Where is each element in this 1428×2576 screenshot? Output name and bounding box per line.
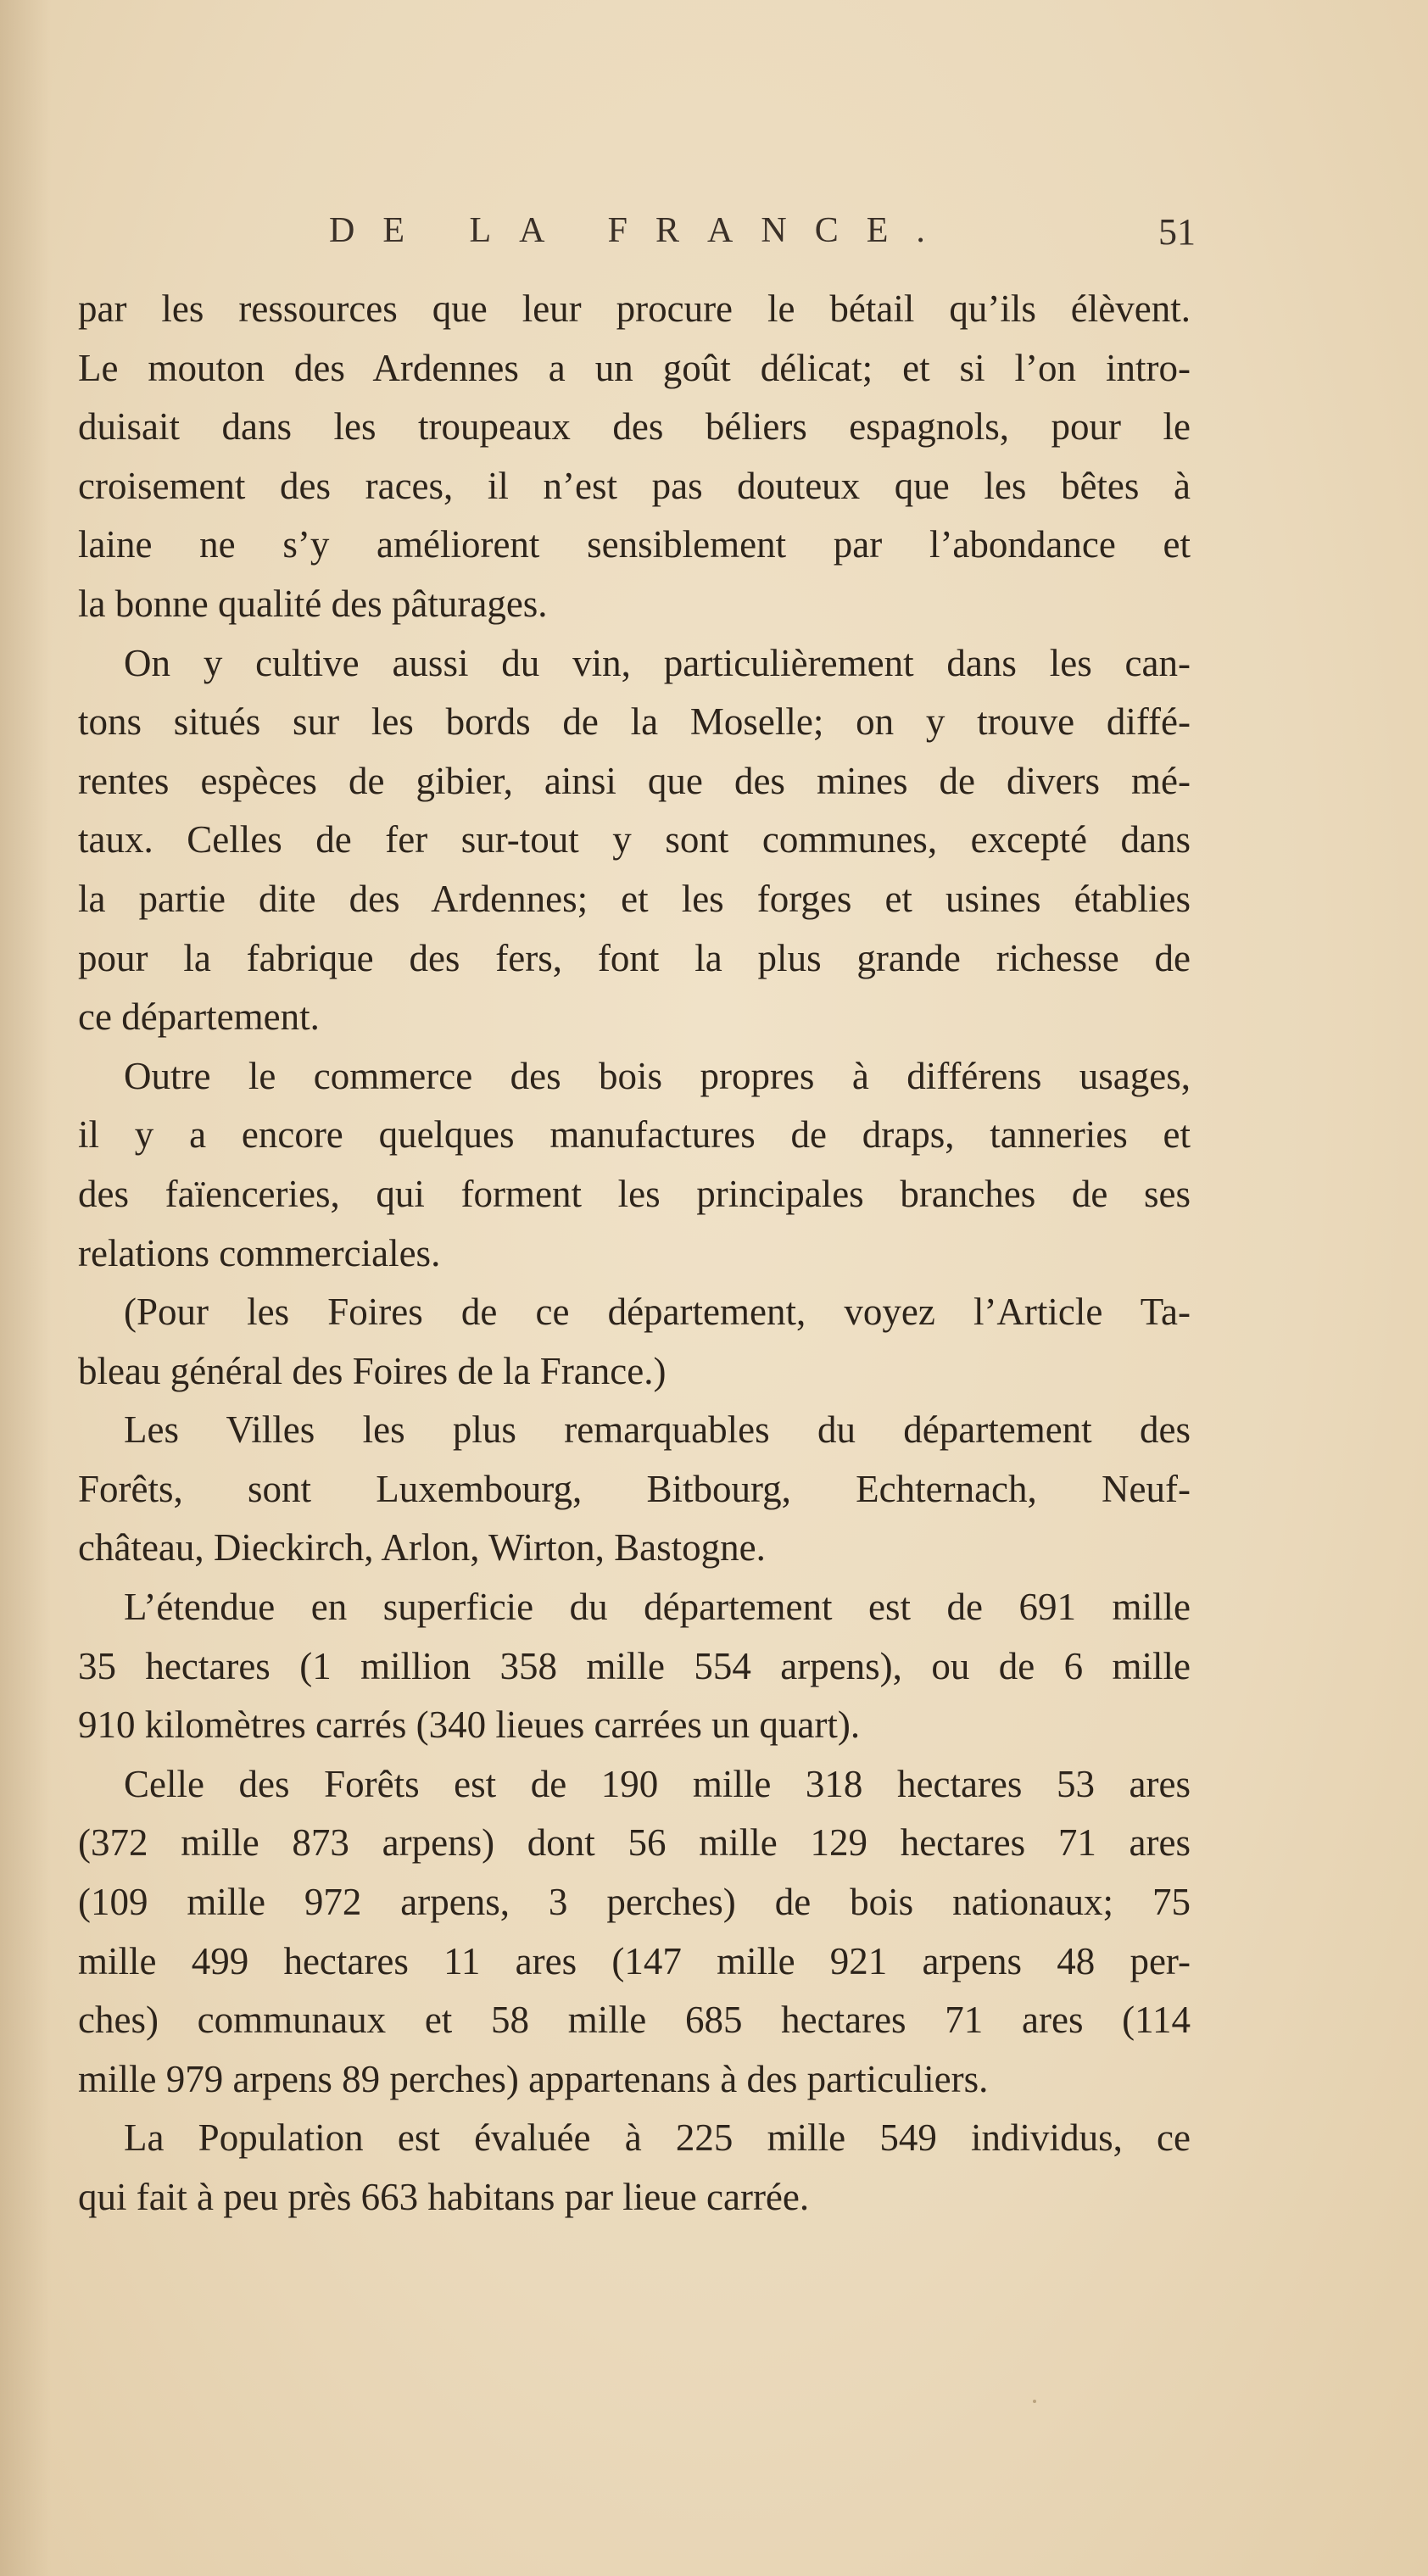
- text-line: par les ressources que leur procure le bétail qu’ils élèvent.: [78, 287, 1191, 330]
- text-line: L’étendue en superficie du département est de 691 mille: [124, 1586, 1191, 1629]
- paragraph: [78, 1283, 1191, 1401]
- text-line: duisait dans les troupeaux des béliers espagnols, pour le: [78, 405, 1191, 449]
- text-line: Les Villes les plus remarquables du département des: [124, 1408, 1191, 1452]
- text-line: 910 kilomètres carrés (340 lieues carrées un quart).: [78, 1703, 861, 1747]
- text-line: qui fait à peu près 663 habitans par lieue carrée.: [78, 2176, 810, 2218]
- text-line: Le mouton des Ardennes a un goût délicat; et si l’on intro-: [78, 346, 1191, 389]
- text-line: tons situés sur les bords de la Moselle; on y trouve diffé-: [78, 700, 1191, 744]
- text-line: Outre le commerce des bois propres à différens usages,: [124, 1054, 1191, 1097]
- text-line: la partie dite des Ardennes; et les forges et usines établies: [78, 877, 1191, 920]
- running-head: DE LA FRANCE.: [329, 211, 953, 250]
- paragraph: [78, 1047, 1191, 1283]
- text-line: (372 mille 873 arpens) dont 56 mille 129 hectares 71 ares: [78, 1821, 1191, 1865]
- body-text: [78, 280, 1191, 2228]
- paragraph: [78, 1578, 1191, 1755]
- paragraph: [78, 1401, 1191, 1578]
- text-line: mille 979 arpens 89 perches) appartenans à des particuliers.: [78, 2057, 989, 2100]
- text-line: 35 hectares (1 million 358 mille 554 arpens), ou de 6 mille: [78, 1644, 1191, 1687]
- text-line: On y cultive aussi du vin, particulièrement dans les can-: [124, 641, 1191, 684]
- text-line: Forêts, sont Luxembourg, Bitbourg, Echternach, Neuf-: [78, 1467, 1191, 1510]
- text-line: La Population est évaluée à 225 mille 549 individus, ce: [124, 2116, 1191, 2160]
- text-line: des faïenceries, qui forment les principales branches de ses: [78, 1172, 1191, 1215]
- text-line: taux. Celles de fer sur-tout y sont communes, excepté dans: [78, 818, 1191, 861]
- text-line: (Pour les Foires de ce département, voyez l’Article Ta-: [124, 1291, 1191, 1334]
- text-line: ce département.: [78, 995, 320, 1039]
- text-line: château, Dieckirch, Arlon, Wirton, Bastogne.: [78, 1526, 766, 1570]
- paragraph: [78, 2109, 1191, 2227]
- paragraph: [78, 634, 1191, 1047]
- text-line: croisement des races, il n’est pas douteux que les bêtes à: [78, 464, 1191, 507]
- paragraph: [78, 280, 1191, 634]
- text-line: rentes espèces de gibier, ainsi que des mines de divers mé-: [78, 759, 1191, 802]
- text-line: laine ne s’y améliorent sensiblement par l’abondance et: [78, 523, 1191, 566]
- text-line: relations commerciales.: [78, 1231, 441, 1274]
- text-line: la bonne qualité des pâturages.: [78, 582, 548, 625]
- text-line: ches) communaux et 58 mille 685 hectares 71 ares (114: [78, 1999, 1191, 2042]
- text-line: Celle des Forêts est de 190 mille 318 hectares 53 ares: [124, 1762, 1191, 1805]
- text-line: il y a encore quelques manufactures de draps, tanneries et: [78, 1113, 1191, 1157]
- text-line: pour la fabrique des fers, font la plus grande richesse de: [78, 936, 1191, 979]
- text-line: mille 499 hectares 11 ares (147 mille 921 arpens 48 per-: [78, 1939, 1191, 1982]
- page-number: 51: [1158, 211, 1196, 253]
- text-line: (109 mille 972 arpens, 3 perches) de bois nationaux; 75: [78, 1881, 1191, 1924]
- paragraph: [78, 1755, 1191, 2110]
- page-gutter-shadow: [0, 0, 51, 2576]
- page-header: [85, 210, 1196, 265]
- paper-speck: [1033, 2400, 1036, 2403]
- text-line: bleau général des Foires de la France.): [78, 1349, 667, 1392]
